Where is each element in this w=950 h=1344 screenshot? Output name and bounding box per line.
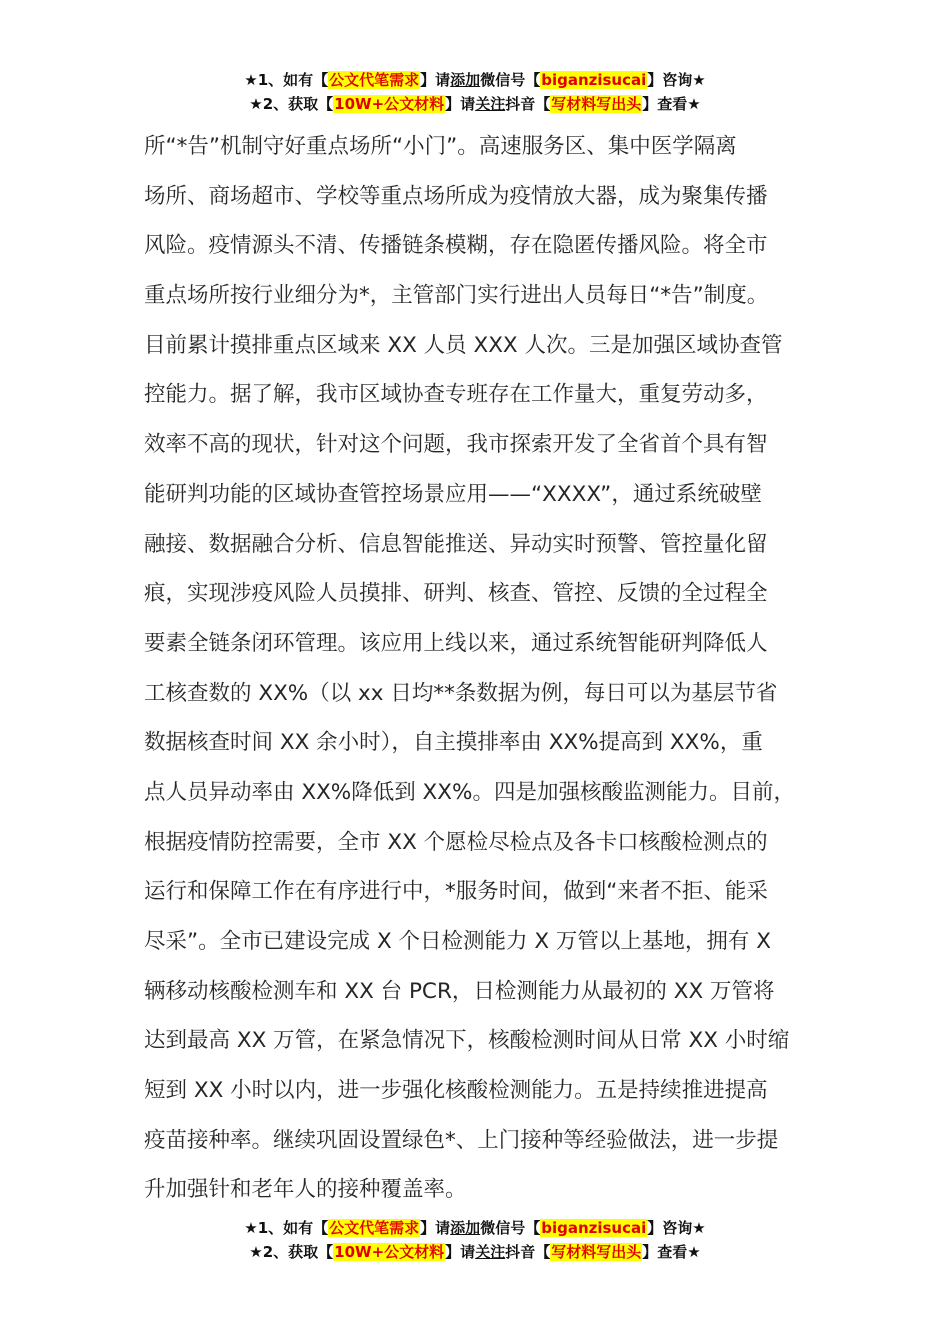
promo-underlined: 关注 <box>475 1243 506 1261</box>
star-icon: ★ <box>249 1243 263 1261</box>
body-line: 达到最高 XX 万管，在紧急情况下，核酸检测时间从日常 XX 小时缩 <box>144 1028 790 1054</box>
promo-text: 1、如有【 <box>257 1219 329 1237</box>
promo-text: 2、获取【 <box>262 1243 334 1261</box>
star-icon: ★ <box>244 1219 258 1237</box>
star-icon: ★ <box>244 71 258 89</box>
promo-text: 微信号【 <box>480 1219 541 1237</box>
body-line: 风险。疫情源头不清、传播链条模糊，存在隐匿传播风险。将全市 <box>144 233 768 259</box>
bottom-promo-banner <box>0 1216 950 1264</box>
body-line: 数据核查时间 XX 余小时），自主摸排率由 XX%提高到 XX%，重 <box>144 730 763 756</box>
body-line: 短到 XX 小时以内，进一步强化核酸检测能力。五是持续推进提高 <box>144 1078 768 1104</box>
body-line: 控能力。据了解，我市区域协查专班存在工作量大，重复劳动多， <box>144 382 768 408</box>
body-line: 尽采”。全市已建设完成 X 个日检测能力 X 万管以上基地，拥有 X <box>144 929 771 954</box>
body-line: 所“*告”机制守好重点场所“小门”。高速服务区、集中医学隔离 <box>144 134 737 159</box>
promo-text: 】查看 <box>642 1243 688 1261</box>
body-line: 重点场所按行业细分为*，主管部门实行进出人员每日“*告”制度。 <box>144 283 769 309</box>
body-line: 工核查数的 XX%（以 xx 日均**条数据为例，每日可以为基层节省 <box>144 680 778 706</box>
star-icon: ★ <box>692 71 706 89</box>
promo-text: 1、如有【 <box>257 71 329 89</box>
body-line: 辆移动核酸检测车和 XX 台 PCR，日检测能力从最初的 XX 万管将 <box>144 978 775 1004</box>
document-body <box>144 122 824 1215</box>
promo-line-2 <box>0 1240 950 1264</box>
body-line: 能研判功能的区域协查管控场景应用——“XXXX”，通过系统破壁 <box>144 481 762 507</box>
promo-line-1 <box>0 68 950 92</box>
body-line: 疫苗接种率。继续巩固设置绿色*、上门接种等经验做法，进一步提 <box>144 1127 779 1153</box>
body-line: 升加强针和老年人的接种覆盖率。 <box>144 1177 467 1203</box>
promo-text: 抖音【 <box>505 1243 551 1261</box>
promo-douyin-id: 写材料写出头 <box>551 95 642 113</box>
promo-text: 微信号【 <box>480 71 541 89</box>
body-line: 根据疫情防控需要，全市 XX 个愿检尽检点及各卡口核酸检测点的 <box>144 829 768 855</box>
promo-underlined: 添加 <box>450 71 481 89</box>
promo-highlight: 公文代笔需求 <box>329 71 420 89</box>
promo-text: 】请 <box>420 71 451 89</box>
promo-wechat-id: biganzisucai <box>541 71 647 89</box>
body-line: 痕，实现涉疫风险人员摸排、研判、核查、管控、反馈的全过程全 <box>144 581 768 607</box>
promo-highlight: 10W+公文材料 <box>334 1243 445 1261</box>
promo-text: 】请 <box>420 1219 451 1237</box>
promo-text: 2、获取【 <box>262 95 334 113</box>
body-line: 目前累计摸排重点区域来 XX 人员 XXX 人次。三是加强区域协查管 <box>144 332 783 358</box>
star-icon: ★ <box>249 95 263 113</box>
promo-douyin-id: 写材料写出头 <box>551 1243 642 1261</box>
promo-text: 】查看 <box>642 95 688 113</box>
promo-text: 抖音【 <box>505 95 551 113</box>
promo-text: 】请 <box>445 95 476 113</box>
body-line: 要素全链条闭环管理。该应用上线以来，通过系统智能研判降低人 <box>144 630 768 656</box>
body-line: 运行和保障工作在有序进行中，*服务时间，做到“来者不拒、能采 <box>144 879 768 905</box>
star-icon: ★ <box>692 1219 706 1237</box>
body-line: 点人员异动率由 XX%降低到 XX%。四是加强核酸监测能力。目前， <box>144 779 795 805</box>
body-line: 场所、商场超市、学校等重点场所成为疫情放大器，成为聚集传播 <box>144 183 768 209</box>
promo-underlined: 添加 <box>450 1219 481 1237</box>
promo-line-2 <box>0 92 950 116</box>
promo-highlight: 公文代笔需求 <box>329 1219 420 1237</box>
promo-wechat-id: biganzisucai <box>541 1219 647 1237</box>
star-icon: ★ <box>687 95 701 113</box>
star-icon: ★ <box>687 1243 701 1261</box>
promo-underlined: 关注 <box>475 95 506 113</box>
promo-text: 】咨询 <box>647 1219 693 1237</box>
body-line: 融接、数据融合分析、信息智能推送、异动实时预警、管控量化留 <box>144 531 768 557</box>
top-promo-banner <box>0 68 950 116</box>
promo-text: 】咨询 <box>647 71 693 89</box>
promo-line-1 <box>0 1216 950 1240</box>
body-line: 效率不高的现状，针对这个问题，我市探索开发了全省首个具有智 <box>144 432 768 458</box>
promo-highlight: 10W+公文材料 <box>334 95 445 113</box>
promo-text: 】请 <box>445 1243 476 1261</box>
